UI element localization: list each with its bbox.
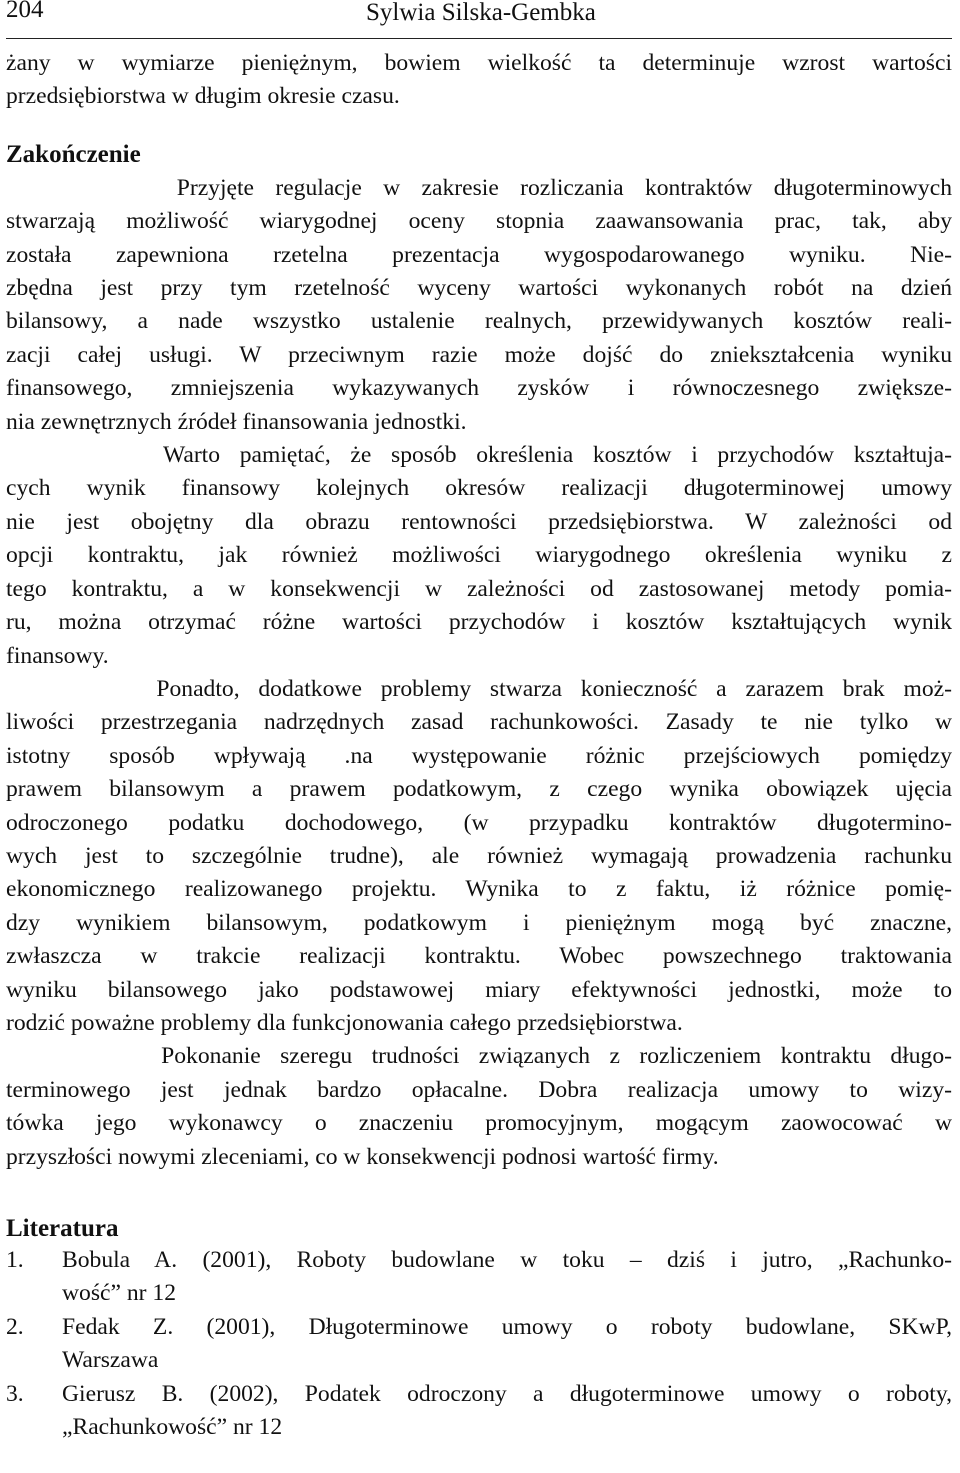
reference-item: [6, 1311, 952, 1378]
text-line: wyniku bilansowego jako podstawowej miary efektywności jednostki, może to: [6, 976, 952, 1003]
text-line: przedsiębiorstwa w długim okresie czasu.: [6, 83, 400, 110]
running-header: [6, 0, 952, 39]
text-line: cych wynik finansowy kolejnych okresów realizacji długoterminowej umowy: [6, 475, 952, 502]
text-line: Przyjęte regulacje w zakresie rozliczania kontraktów długoterminowych: [6, 174, 952, 201]
text-line: wych jest to szczególnie trudne), ale również wymagają prowadzenia rachunku: [6, 842, 952, 869]
text-line: liwości przestrzegania nadrzędnych zasad rachunkowości. Zasady te nie tylko w: [6, 709, 952, 736]
text-line: tego kontraktu, a w konsekwencji w zależności od zastosowanej metody pomia-: [6, 575, 952, 602]
text-line: żany w wymiarze pieniężnym, bowiem wielkość ta determinuje wzrost wartości: [6, 50, 952, 76]
text-line: zwłaszcza w trakcie realizacji kontraktu. Wobec powszechnego traktowania: [6, 943, 952, 970]
reference-number: 1.: [6, 1247, 24, 1273]
reference-line: Bobula A. (2001), Roboty budowlane w toku – dziś i jutro, „Rachunko-: [62, 1247, 952, 1273]
body-paragraph: [6, 172, 952, 439]
body-paragraph: [6, 439, 952, 673]
text-line: finansowy.: [6, 642, 109, 669]
body-paragraph: [6, 673, 952, 1040]
reference-line: Fedak Z. (2001), Długoterminowe umowy o roboty budowlane, SKwP,: [62, 1313, 952, 1340]
text-line: nie jest obojętny dla obrazu rentowności przedsiębiorstwa. W zależności od: [6, 508, 952, 535]
text-line: zacji całej usługi. W przeciwnym razie może dojść do zniekształcenia wyniku: [6, 341, 952, 368]
reference-item: [6, 1378, 952, 1445]
text-line: zbędna jest przy tym rzetelność wyceny wartości wykonanych robót na dzień: [6, 275, 952, 302]
reference-item: [6, 1244, 952, 1311]
page-number: 204: [6, 0, 44, 23]
intro-paragraph: [6, 47, 952, 114]
text-line: istotny sposób wpływają .na występowanie różnic przejściowych pomiędzy: [6, 742, 952, 769]
text-line: opcji kontraktu, jak również możliwości wiarygodnego określenia wyniku z: [6, 542, 952, 569]
text-line: została zapewniona rzetelna prezentacja wygospodarowanego wyniku. Nie-: [6, 241, 952, 268]
reference-line: Gierusz B. (2002), Podatek odroczony a długoterminowe umowy o roboty,: [62, 1380, 952, 1407]
section-heading: Zakończenie: [6, 140, 141, 168]
body-paragraph: [6, 1040, 952, 1174]
text-line: ru, można otrzymać różne wartości przychodów i kosztów kształtujących wynik: [6, 609, 952, 636]
text-line: bilansowy, a nade wszystko ustalenie realnych, przewidywanych kosztów reali-: [6, 308, 952, 335]
literature-heading: Literatura: [6, 1215, 119, 1242]
text-line: Warto pamiętać, że sposób określenia kosztów i przychodów kształtuja-: [6, 442, 952, 469]
text-line: tówka jego wykonawcy o znaczeniu promocyjnym, mogącym zaowocować w: [6, 1110, 952, 1137]
reference-line: wość” nr 12: [62, 1280, 177, 1307]
text-line: prawem bilansowym a prawem podatkowym, z czego wynika obowiązek ujęcia: [6, 776, 952, 803]
reference-number: 2.: [6, 1313, 24, 1340]
text-line: Pokonanie szeregu trudności związanych z rozliczeniem kontraktu długo-: [6, 1043, 952, 1070]
text-line: finansowego, zmniejszenia wykazywanych zysków i równoczesnego zwiększe-: [6, 375, 952, 402]
text-line: odroczonego podatku dochodowego, (w przypadku kontraktów długotermino-: [6, 809, 952, 836]
text-line: ekonomicznego realizowanego projektu. Wynika to z faktu, iż różnice pomię-: [6, 876, 952, 903]
reference-number: 3.: [6, 1380, 24, 1407]
document-page: [6, 0, 952, 1444]
text-line: rodzić poważne problemy dla funkcjonowania całego przedsiębiorstwa.: [6, 1009, 683, 1036]
reference-line: „Rachunkowość” nr 12: [62, 1414, 283, 1441]
text-line: stwarzają możliwość wiarygodnej oceny stopnia zaawansowania prac, tak, aby: [6, 208, 952, 235]
text-line: nia zewnętrznych źródeł finansowania jednostki.: [6, 408, 467, 435]
text-line: terminowego jest jednak bardzo opłacalne. Dobra realizacja umowy to wizy-: [6, 1076, 952, 1103]
running-title: Sylwia Silska-Gembka: [366, 0, 596, 26]
reference-line: Warszawa: [62, 1347, 159, 1374]
text-line: przyszłości nowymi zleceniami, co w konsekwencji podnosi wartość firmy.: [6, 1143, 719, 1170]
text-line: dzy wynikiem bilansowym, podatkowym i pieniężnym mogą być znaczne,: [6, 909, 952, 936]
text-line: Ponadto, dodatkowe problemy stwarza konieczność a zarazem brak moż-: [6, 675, 952, 702]
